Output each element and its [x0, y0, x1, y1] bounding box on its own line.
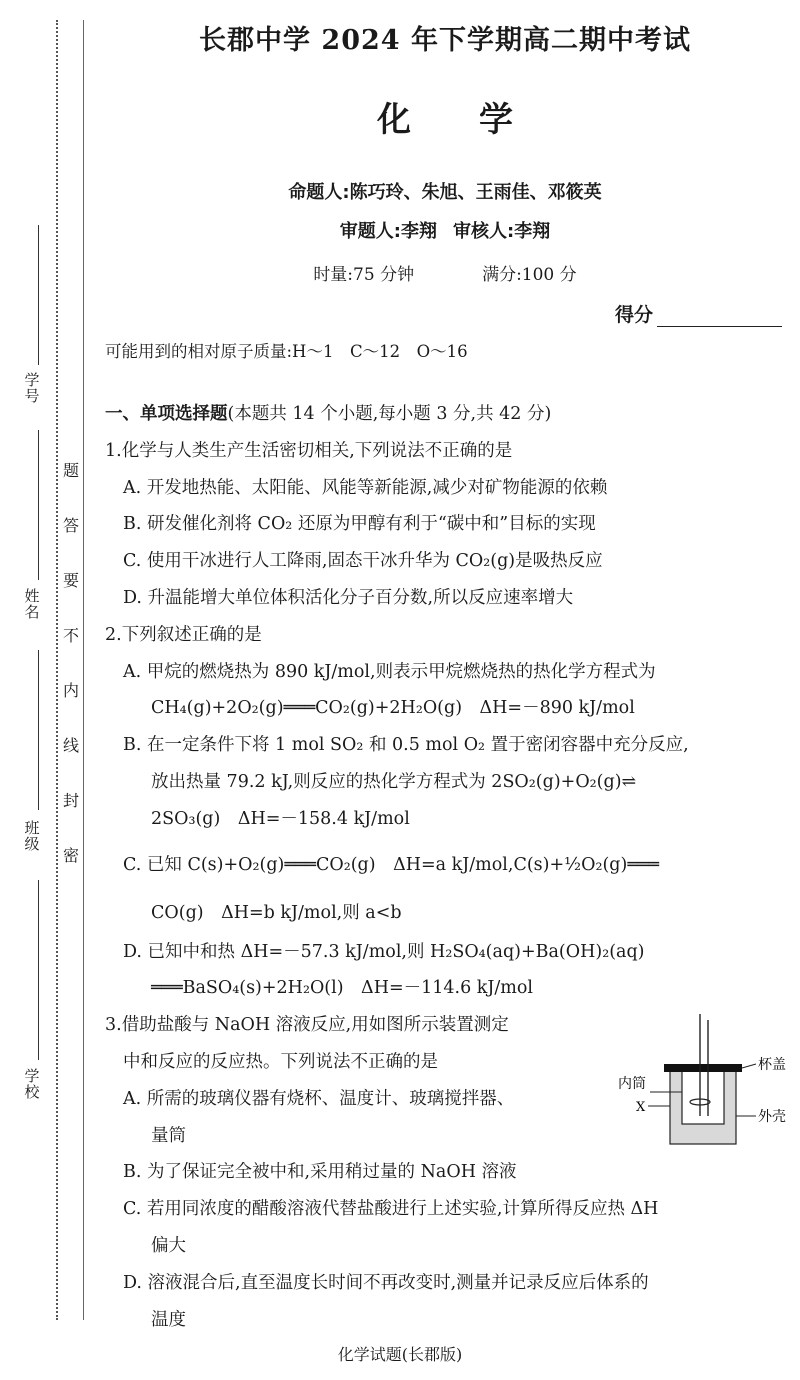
seal-char: 题 [62, 461, 79, 480]
q2-option-b-line2: 放出热量 79.2 kJ,则反应的热化学方程式为 2SO₂(g)+O₂(g)⇌ [151, 771, 637, 792]
score-field [615, 300, 782, 327]
x-label: X [636, 1100, 646, 1115]
score-blank[interactable] [657, 306, 782, 327]
q3-option-c: C. 若用同浓度的醋酸溶液代替盐酸进行上述实验,计算所得反应热 ΔH [123, 1199, 659, 1220]
seal-char: 密 [62, 846, 79, 865]
binding-margin [0, 0, 100, 1380]
q2-option-b: B. 在一定条件下将 1 mol SO₂ 和 0.5 mol O₂ 置于密闭容器中充分反应, [123, 735, 689, 756]
section-title: 一、单项选择题 [105, 404, 228, 424]
q3-stem: 3.借助盐酸与 NaOH 溶液反应,用如图所示装置测定 [105, 1015, 509, 1036]
page-footer: 化学试题(长郡版) [337, 1345, 463, 1364]
name-label: 姓 名 [24, 587, 40, 621]
q2-option-a: A. 甲烷的燃烧热为 890 kJ/mol,则表示甲烷燃烧热的热化学方程式为 [123, 661, 656, 682]
checker: 审核人:李翔 [453, 221, 551, 242]
q3-option-b: B. 为了保证完全被中和,采用稍过量的 NaOH 溶液 [123, 1162, 517, 1183]
q2-option-d: D. 已知中和热 ΔH=－57.3 kJ/mol,则 H₂SO₄(aq)+Ba(OH)₂(aq) [123, 941, 645, 962]
class-blank [38, 650, 39, 810]
subject-char: 学 [479, 100, 513, 140]
student-id-blank [38, 225, 39, 365]
score-label: 得分 [614, 304, 653, 326]
margin-rule [83, 20, 84, 1320]
q2-stem: 2.下列叙述正确的是 [105, 624, 262, 645]
subject-char: 化 [377, 100, 411, 140]
q3-option-a-line2: 量筒 [151, 1125, 186, 1146]
exam-title: 长郡中学 2024 年下学期高二期中考试 [199, 25, 691, 56]
q2-option-c: C. 已知 C(s)+O₂(g)═══CO₂(g) ΔH=a kJ/mol,C(s)+½O₂(g)═══ [123, 854, 659, 875]
reviewer: 审题人:李翔 [339, 221, 437, 242]
shell-label: 外壳 [758, 1109, 786, 1125]
q2-option-c-line2: CO(g) ΔH=b kJ/mol,则 a<b [151, 902, 402, 923]
seal-char: 不 [62, 626, 79, 645]
section-note: (本题共 14 个小题,每小题 3 分,共 42 分) [227, 404, 552, 424]
lid-label: 杯盖 [758, 1057, 786, 1073]
duration: 时量:75 分钟 [313, 265, 415, 285]
seal-char: 线 [62, 736, 79, 755]
q1-option-a: A. 开发地热能、太阳能、风能等新能源,减少对矿物能源的依赖 [123, 477, 608, 498]
full-score: 满分:100 分 [482, 265, 577, 285]
inner-cup [682, 1068, 724, 1124]
school-label: 学 校 [24, 1067, 40, 1101]
q2-option-d-line2: ═══BaSO₄(s)+2H₂O(l) ΔH=－114.6 kJ/mol [151, 978, 534, 999]
q1-option-b: B. 研发催化剂将 CO₂ 还原为甲醇有利于“碳中和”目标的实现 [123, 514, 596, 535]
authors-line: 命题人:陈巧玲、朱旭、王雨佳、邓筱英 [288, 182, 602, 203]
section-heading [105, 396, 785, 433]
inner-label: 内筒 [618, 1076, 646, 1092]
seal-char: 答 [62, 516, 79, 535]
cup-lid [664, 1064, 742, 1072]
school-blank [38, 880, 39, 1060]
class-label: 班 级 [24, 819, 40, 853]
q1-option-c: C. 使用干冰进行人工降雨,固态干冰升华为 CO₂(g)是吸热反应 [123, 551, 603, 572]
exam-info [100, 260, 790, 285]
question-body [105, 396, 785, 1338]
q1-stem: 1.化学与人类生产生活密切相关,下列说法不正确的是 [105, 440, 513, 461]
subject-title [100, 92, 790, 141]
seal-char: 内 [62, 681, 79, 700]
atomic-masses: 可能用到的相对原子质量:H～1 C～12 O～16 [105, 342, 468, 361]
q2-option-a-equation: CH₄(g)+2O₂(g)═══CO₂(g)+2H₂O(g) ΔH=－890 kJ/mol [151, 698, 635, 719]
q1-option-d: D. 升温能增大单位体积活化分子百分数,所以反应速率增大 [123, 587, 574, 608]
q3-option-a: A. 所需的玻璃仪器有烧杯、温度计、玻璃搅拌器、 [123, 1088, 515, 1109]
name-blank [38, 430, 39, 580]
q3-option-c-line2: 偏大 [151, 1235, 186, 1256]
q3-option-d-line2: 温度 [151, 1309, 186, 1330]
seal-dotted-line [56, 20, 58, 1320]
q3-option-d: D. 溶液混合后,直至温度长时间不再改变时,测量并记录反应后体系的 [123, 1272, 649, 1293]
q2-option-b-line3: 2SO₃(g) ΔH=－158.4 kJ/mol [151, 808, 410, 829]
reviewers-line [100, 217, 790, 243]
seal-char: 封 [62, 791, 79, 810]
student-id-label: 学 号 [24, 371, 40, 405]
q3-stem-line2: 中和反应的反应热。下列说法不正确的是 [123, 1051, 438, 1072]
lid-pointer [742, 1064, 756, 1068]
calorimeter-figure [618, 1006, 800, 1156]
seal-char: 要 [62, 571, 79, 590]
